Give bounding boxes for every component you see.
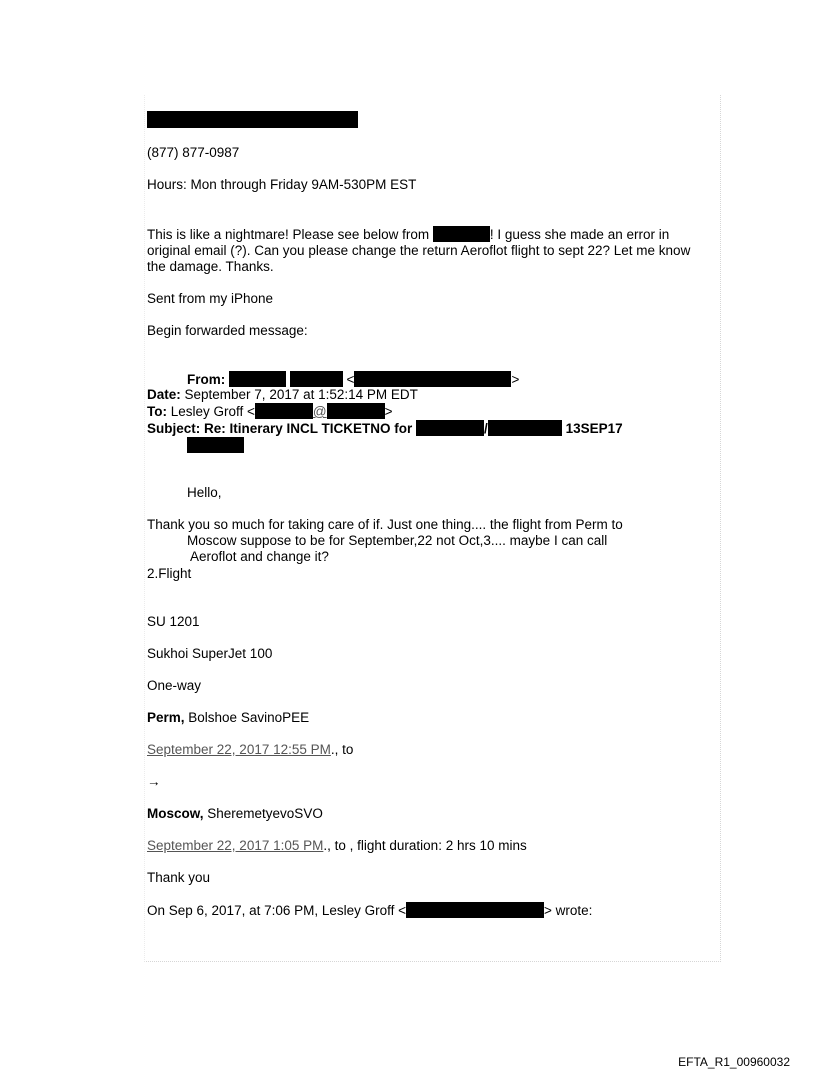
destination-line [147, 806, 323, 822]
to-value: Lesley Groff < [167, 404, 255, 419]
body-line-3: Aeroflot and change it? [190, 549, 329, 564]
document-id: EFTA_R1_00960032 [678, 1055, 790, 1069]
redaction-block [187, 437, 244, 453]
arrival-line [147, 838, 527, 854]
destination-city: Moscow, [147, 806, 204, 821]
subject-date: 13SEP17 [565, 421, 623, 436]
message-text: This is like a nightmare! Please see below from [147, 227, 433, 242]
from-line [187, 371, 519, 388]
message-line-1 [147, 226, 669, 243]
arrival-time-link[interactable]: September 22, 2017 1:05 PM [147, 838, 324, 853]
message-line-2: original email (?). Can you please change the return Aeroflot flight to sept 22? Let me know [147, 243, 691, 258]
subject-label: Subject: [147, 421, 201, 436]
from-label: From: [187, 372, 226, 387]
redaction-block [290, 371, 343, 387]
wrote-prefix: On Sep 6, 2017, at 7:06 PM, Lesley Groff < [147, 903, 407, 918]
business-hours: Hours: Mon through Friday 9AM-530PM EST [147, 177, 417, 192]
date-value: September 7, 2017 at 1:52:14 PM EDT [180, 387, 418, 402]
greeting: Hello, [187, 485, 222, 500]
redaction-block [255, 403, 313, 419]
body-line-2: Moscow suppose to be for September,22 not Oct,3.... maybe I can call [187, 533, 608, 548]
message-line-3: the damage. Thanks. [147, 259, 274, 274]
sent-from-signature: Sent from my iPhone [147, 291, 274, 306]
arrow-icon: → [147, 774, 161, 789]
to-label: To: [147, 404, 167, 419]
redaction-block [327, 403, 385, 419]
wrote-suffix: > wrote: [544, 903, 593, 918]
departure-suffix: ., to [330, 742, 354, 757]
origin-city: Perm, [147, 710, 185, 725]
phone-number: (877) 877-0987 [147, 145, 240, 160]
subject-slash: / [484, 421, 488, 436]
subject-value: Re: Itinerary INCL TICKETNO for [200, 421, 417, 436]
date-line [147, 387, 418, 403]
redaction-block [229, 371, 286, 387]
to-line [147, 403, 393, 420]
forwarded-label: Begin forwarded message: [147, 323, 308, 338]
redaction-block [354, 371, 511, 387]
origin-line [147, 710, 309, 726]
angle-open: < [346, 372, 355, 387]
redaction-block [147, 111, 358, 128]
flight-heading: 2.Flight [147, 566, 192, 581]
message-text: ! I guess she made an error in [489, 227, 670, 242]
redaction-block [488, 420, 562, 436]
subject-line [147, 420, 623, 437]
departure-time-link[interactable]: September 22, 2017 12:55 PM [147, 742, 331, 757]
redaction-block [416, 420, 484, 436]
angle-close: > [511, 372, 520, 387]
aircraft-type: Sukhoi SuperJet 100 [147, 646, 273, 661]
redaction-block [433, 226, 490, 242]
body-line-1: Thank you so much for taking care of if. Just one thing.... the flight from Perm to [147, 517, 623, 532]
destination-airport: SheremetyevoSVO [203, 806, 323, 821]
date-label: Date: [147, 387, 181, 402]
arrival-suffix: ., to , flight duration: 2 hrs 10 mins [323, 838, 527, 853]
wrote-line [147, 902, 592, 919]
redaction-block [406, 902, 544, 918]
angle-close: > [384, 404, 393, 419]
departure-line [147, 742, 353, 758]
trip-type: One-way [147, 678, 202, 693]
thank-you: Thank you [147, 870, 211, 885]
origin-airport: Bolshoe SavinoPEE [184, 710, 310, 725]
flight-number: SU 1201 [147, 614, 200, 629]
email-at-sign: @ [312, 404, 327, 419]
